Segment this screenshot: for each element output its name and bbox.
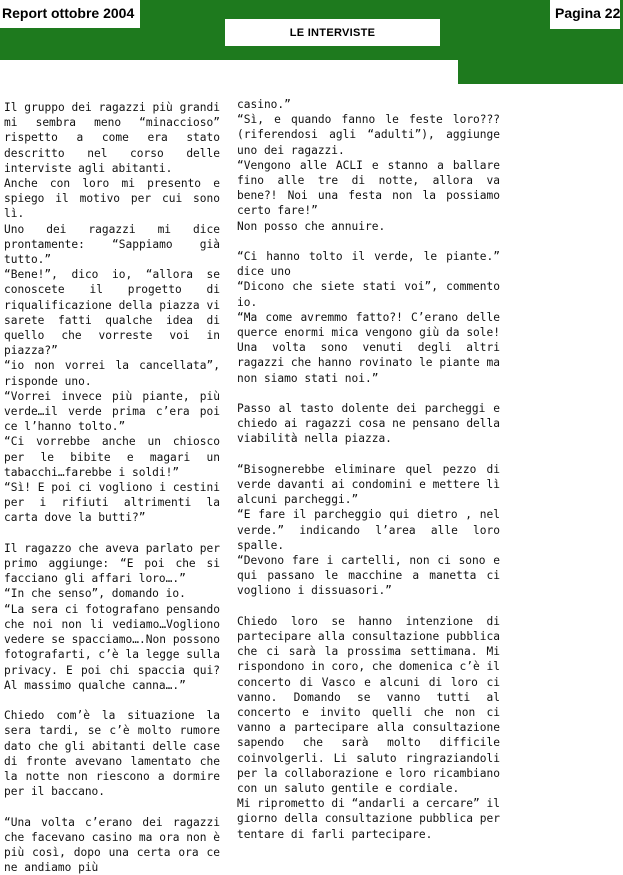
paragraph: “Ci hanno tolto il verde, le piante.” dice uno (237, 249, 500, 279)
paragraph: Mi riprometto di “andarli a cercare” il giorno della consultazione pubblica per tentare di farli partecipare. (237, 796, 500, 842)
paragraph: “La sera ci fotografano pensando che noi non li vediamo…Vogliono vedere se spacciamo….Non possono fotografarti, c’è la legge sulla privacy. E poi chi spaccia qui? Al massimo qualche canna….” (4, 602, 220, 693)
paragraph: “E fare il parcheggio qui dietro , nel verde.” indicando l’area alle loro spalle. (237, 507, 500, 553)
paragraph: “Vengono alle ACLI e stanno a ballare fino alle tre di notte, allora va bene?! Noi una festa non la possiamo certo fare!” (237, 158, 500, 219)
section-title: LE INTERVISTE (225, 19, 440, 46)
paragraph: “Ci vorrebbe anche un chiosco per le bibite e magari un tabacchi…farebbe i soldi!” (4, 434, 220, 480)
header-band-right (458, 60, 623, 84)
paragraph: “io non vorrei la cancellata”, risponde uno. (4, 358, 220, 388)
paragraph: “Sì, e quando fanno le feste loro??? (riferendosi agli “adulti”), aggiunge uno dei ragazzi. (237, 112, 500, 158)
paragraph: Chiedo com’è la situazione la sera tardi, se c’è molto rumore dato che gli abitanti delle case di fronte avevano lamentato che la notte non riescono a dormire per il baccano. (4, 708, 220, 799)
paragraph: casino.” (237, 97, 500, 112)
paragraph: “Vorrei invece più piante, più verde…il verde prima c’era poi ce l’hanno tolto.” (4, 389, 220, 435)
paragraph: Il ragazzo che aveva parlato per primo aggiunge: “E poi che si facciano gli affari loro….” (4, 541, 220, 587)
paragraph: “Bene!”, dico io, “allora se conoscete il progetto di riqualificazione della piazza vi sarete fatti qualche idea di quello che vorreste voi in piazza?” (4, 267, 220, 358)
report-label: Report ottobre 2004 (0, 0, 140, 28)
paragraph: “Dicono che siete stati voi”, commento io. (237, 279, 500, 309)
paragraph: Non posso che annuire. (237, 219, 500, 234)
paragraph: “Una volta c’erano dei ragazzi che facevano casino ma ora non è più così, dopo una certa ora ce ne andiamo più (4, 815, 220, 875)
left-column (4, 100, 220, 875)
paragraph: Uno dei ragazzi mi dice prontamente: “Sappiamo già tutto.” (4, 222, 220, 268)
paragraph: “Ma come avremmo fatto?! C’erano delle querce enormi mica vengono giù da sole! Una volta sono venuti degli altri ragazzi che hanno rovinato le piante ma non siamo stati noi.” (237, 310, 500, 386)
paragraph: Passo al tasto dolente dei parcheggi e chiedo ai ragazzi cosa ne pensano della viabilità nella piazza. (237, 401, 500, 447)
paragraph: Anche con loro mi presento e spiego il motivo per cui sono lì. (4, 176, 220, 222)
paragraph: “Devono fare i cartelli, non ci sono e qui passano le macchine a manetta ci vogliono i dissuasori.” (237, 553, 500, 599)
paragraph: “In che senso”, domando io. (4, 586, 220, 601)
paragraph: Il gruppo dei ragazzi più grandi mi sembra meno “minaccioso” rispetto a come era stato descritto nel corso delle interviste agli abitanti. (4, 100, 220, 176)
paragraph: “Bisognerebbe eliminare quel pezzo di verde davanti ai condomini e mettere lì alcuni parcheggi.” (237, 462, 500, 508)
page-number: Pagina 22 (550, 0, 620, 29)
right-column (237, 97, 500, 842)
paragraph: “Sì! E poi ci vogliono i cestini per i rifiuti altrimenti la carta dove la butti?” (4, 480, 220, 526)
paragraph: Chiedo loro se hanno intenzione di partecipare alla consultazione pubblica che ci sarà la prossima settimana. Mi rispondono in coro, che domenica c’è il concerto di Vasco e alcuni di loro ci vanno. Domando se vanno tutti al concerto e invito quelli che non ci vanno a partecipare alla consultazione sapendo che sarà molto difficile coinvolgerli. Li saluto ringraziandoli per la collaborazione e loro ricambiano con un saluto gentile e cordiale. (237, 614, 500, 796)
